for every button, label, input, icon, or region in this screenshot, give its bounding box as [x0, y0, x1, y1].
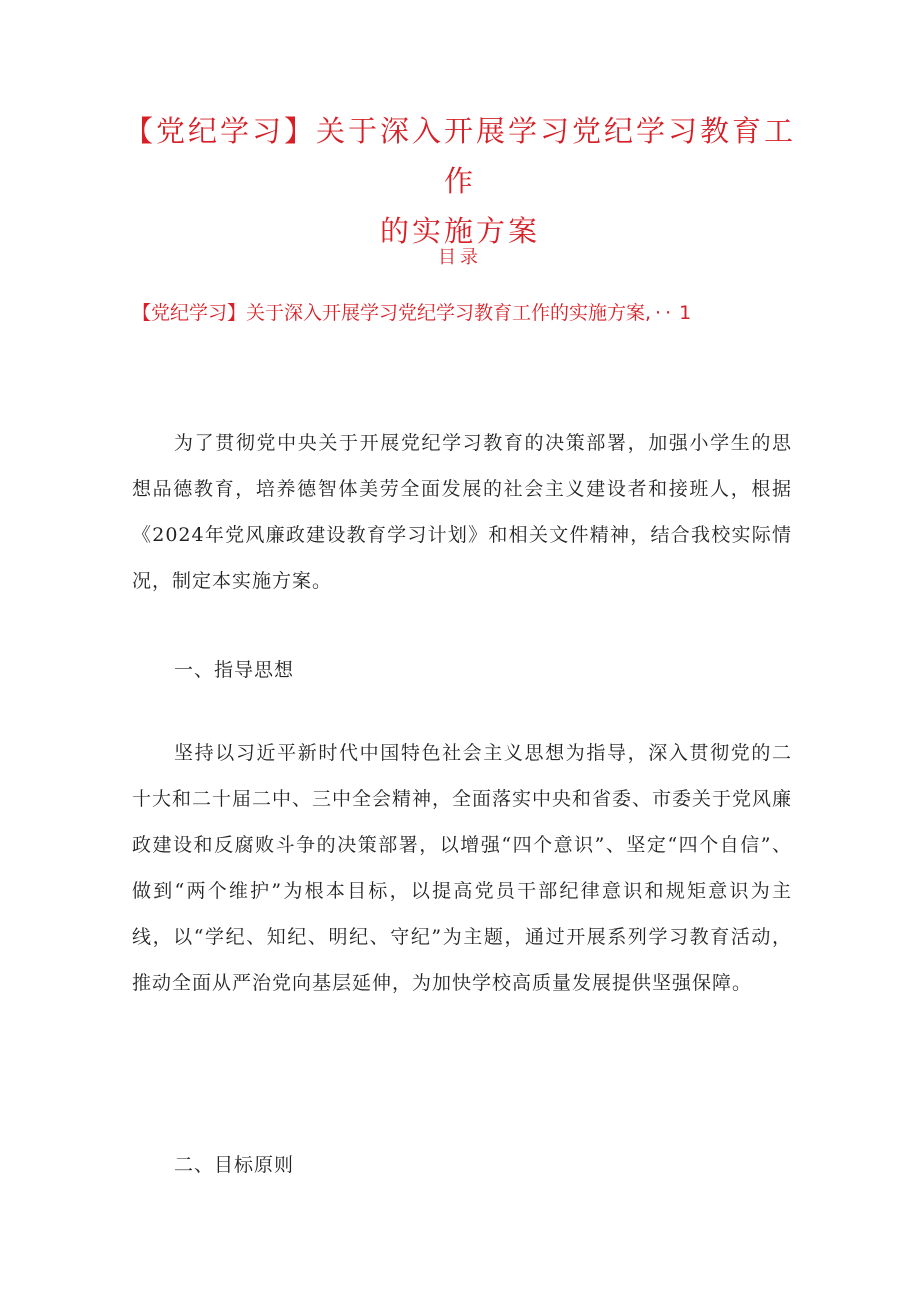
toc-entry-leader: ·· — [655, 302, 676, 324]
document-title-line-2: 的实施方案 — [379, 214, 540, 248]
document-title-line-1: 【党纪学习】关于深入开展学习党纪学习教育工作 — [123, 114, 796, 198]
toc-heading: 目录 — [438, 247, 482, 268]
section-heading-goals-principles: 二、目标原则 — [174, 1154, 295, 1176]
section-heading-guiding-ideology: 一、指导思想 — [174, 659, 295, 681]
intro-paragraph: 为了贯彻党中央关于开展党纪学习教育的决策部署，加强小学生的思想品德教育，培养德智体美劳全面发展的社会主义建设者和接班人，根据《2024年党风廉政建设教育学习计划》和相关文件精神，结合我校实际情况，制定本实施方案。 — [132, 432, 792, 592]
toc-entry[interactable] — [132, 298, 812, 328]
toc-entry-text: 【党纪学习】关于深入开展学习党纪学习教育工作的实施方案, — [132, 302, 652, 324]
document-title — [110, 106, 810, 256]
toc-entry-page-number: 1 — [679, 302, 692, 324]
guiding-ideology-paragraph: 坚持以习近平新时代中国特色社会主义思想为指导，深入贯彻党的二十大和二十届二中、三中全会精神，全面落实中央和省委、市委关于党风廉政建设和反腐败斗争的决策部署，以增强“四个意识”、坚定“四个自信”、做到“两个维护”为根本目标，以提高党员干部纪律意识和规矩意识为主线，以“学纪、知纪、明纪、守纪”为主题，通过开展系列学习教育活动，推动全面从严治党向基层延伸，为加快学校高质量发展提供坚强保障。 — [132, 742, 793, 994]
